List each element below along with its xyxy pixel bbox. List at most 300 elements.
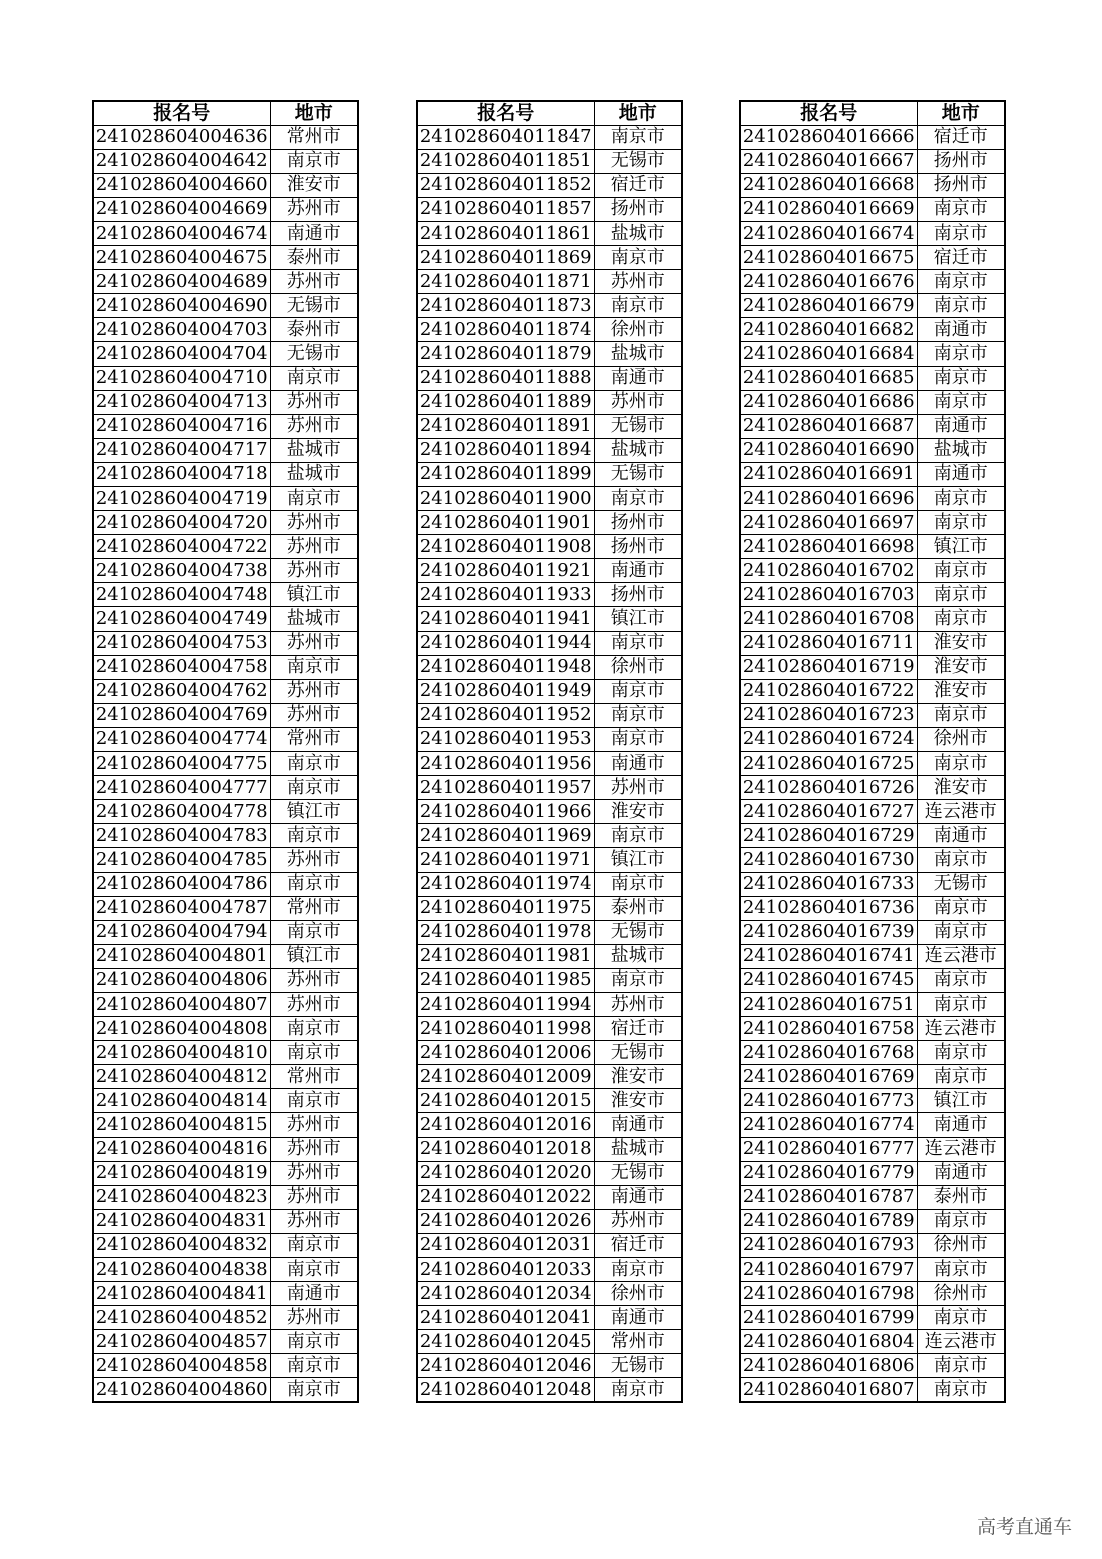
city-cell: 宿迁市	[594, 1233, 682, 1257]
table-row	[740, 896, 1005, 920]
city-cell: 扬州市	[594, 535, 682, 559]
registration-number-cell: 241028604016798	[740, 1282, 917, 1306]
table-row	[740, 1089, 1005, 1113]
city-cell: 泰州市	[270, 318, 358, 342]
city-cell: 苏州市	[594, 1209, 682, 1233]
registration-number-cell: 241028604012015	[417, 1089, 594, 1113]
registration-number-cell: 241028604004703	[93, 318, 270, 342]
registration-number-cell: 241028604004832	[93, 1233, 270, 1257]
registration-table-3	[739, 100, 1006, 1403]
registration-number-cell: 241028604011985	[417, 968, 594, 992]
city-cell: 常州市	[270, 896, 358, 920]
table-row	[93, 992, 358, 1016]
city-cell: 宿迁市	[594, 1017, 682, 1041]
city-cell: 苏州市	[270, 679, 358, 703]
table-row	[93, 703, 358, 727]
registration-number-cell: 241028604004816	[93, 1137, 270, 1161]
col-header-city: 地市	[270, 101, 358, 125]
registration-number-cell: 241028604011998	[417, 1017, 594, 1041]
table-row	[93, 1089, 358, 1113]
registration-number-cell: 241028604016668	[740, 173, 917, 197]
registration-number-cell: 241028604011944	[417, 631, 594, 655]
table-row	[417, 1306, 682, 1330]
city-cell: 淮安市	[594, 1089, 682, 1113]
table-row	[93, 800, 358, 824]
city-cell: 徐州市	[594, 318, 682, 342]
registration-number-cell: 241028604004785	[93, 848, 270, 872]
city-cell: 盐城市	[270, 462, 358, 486]
table-row	[740, 462, 1005, 486]
registration-number-cell: 241028604016729	[740, 824, 917, 848]
city-cell: 南京市	[917, 703, 1005, 727]
table-row	[93, 655, 358, 679]
registration-number-cell: 241028604004831	[93, 1209, 270, 1233]
registration-number-cell: 241028604016727	[740, 800, 917, 824]
registration-number-cell: 241028604016726	[740, 776, 917, 800]
table-row	[93, 125, 358, 149]
registration-number-cell: 241028604004783	[93, 824, 270, 848]
table-row	[740, 631, 1005, 655]
registration-number-cell: 241028604016769	[740, 1065, 917, 1089]
table-row	[417, 487, 682, 511]
registration-number-cell: 241028604004823	[93, 1185, 270, 1209]
table-row	[93, 631, 358, 655]
registration-number-cell: 241028604016719	[740, 655, 917, 679]
city-cell: 盐城市	[270, 438, 358, 462]
table-header-row	[740, 101, 1005, 125]
city-cell: 无锡市	[594, 149, 682, 173]
city-cell: 南京市	[270, 1041, 358, 1065]
table-row	[417, 270, 682, 294]
registration-number-cell: 241028604011949	[417, 679, 594, 703]
registration-number-cell: 241028604016758	[740, 1017, 917, 1041]
table-row	[417, 679, 682, 703]
registration-number-cell: 241028604016691	[740, 462, 917, 486]
table-row	[93, 1137, 358, 1161]
table-row	[93, 318, 358, 342]
registration-number-cell: 241028604016797	[740, 1258, 917, 1282]
table-row	[417, 246, 682, 270]
city-cell: 南京市	[594, 703, 682, 727]
registration-number-cell: 241028604004778	[93, 800, 270, 824]
city-cell: 南通市	[917, 414, 1005, 438]
city-cell: 苏州市	[270, 511, 358, 535]
registration-table-2	[416, 100, 683, 1403]
table-row	[417, 968, 682, 992]
table-row	[417, 1258, 682, 1282]
city-cell: 淮安市	[917, 776, 1005, 800]
registration-number-cell: 241028604016676	[740, 270, 917, 294]
registration-table-1	[92, 100, 359, 1403]
registration-number-cell: 241028604012022	[417, 1185, 594, 1209]
registration-number-cell: 241028604012046	[417, 1354, 594, 1378]
city-cell: 南京市	[270, 824, 358, 848]
registration-number-cell: 241028604012020	[417, 1161, 594, 1185]
city-cell: 徐州市	[594, 655, 682, 679]
city-cell: 扬州市	[917, 149, 1005, 173]
registration-number-cell: 241028604011971	[417, 848, 594, 872]
registration-number-cell: 241028604011908	[417, 535, 594, 559]
registration-number-cell: 241028604004777	[93, 776, 270, 800]
registration-number-cell: 241028604004814	[93, 1089, 270, 1113]
table-row	[417, 607, 682, 631]
city-cell: 扬州市	[917, 173, 1005, 197]
footer-watermark-text: 高考直通车	[976, 1516, 1072, 1538]
table-row	[740, 1065, 1005, 1089]
registration-number-cell: 241028604016687	[740, 414, 917, 438]
table-row	[93, 776, 358, 800]
table-row	[93, 366, 358, 390]
registration-number-cell: 241028604004852	[93, 1306, 270, 1330]
city-cell: 南通市	[594, 1113, 682, 1137]
registration-number-cell: 241028604016799	[740, 1306, 917, 1330]
table-row	[93, 944, 358, 968]
city-cell: 南京市	[917, 920, 1005, 944]
table-row	[93, 197, 358, 221]
registration-number-cell: 241028604004660	[93, 173, 270, 197]
table-row	[93, 824, 358, 848]
city-cell: 徐州市	[917, 1233, 1005, 1257]
table-row	[740, 1354, 1005, 1378]
registration-number-cell: 241028604012009	[417, 1065, 594, 1089]
registration-number-cell: 241028604004794	[93, 920, 270, 944]
city-cell: 苏州市	[270, 992, 358, 1016]
table-row	[740, 173, 1005, 197]
table-row	[740, 197, 1005, 221]
registration-number-cell: 241028604004858	[93, 1354, 270, 1378]
registration-number-cell: 241028604012026	[417, 1209, 594, 1233]
city-cell: 镇江市	[594, 607, 682, 631]
city-cell: 苏州市	[594, 992, 682, 1016]
city-cell: 无锡市	[594, 920, 682, 944]
table-row	[93, 1065, 358, 1089]
registration-number-cell: 241028604016685	[740, 366, 917, 390]
table-row	[93, 1354, 358, 1378]
city-cell: 镇江市	[917, 1089, 1005, 1113]
registration-number-cell: 241028604011901	[417, 511, 594, 535]
table-row	[740, 992, 1005, 1016]
table-row	[93, 1330, 358, 1354]
city-cell: 苏州市	[270, 414, 358, 438]
registration-number-cell: 241028604016703	[740, 583, 917, 607]
city-cell: 无锡市	[594, 414, 682, 438]
registration-number-cell: 241028604016723	[740, 703, 917, 727]
city-cell: 南京市	[270, 1330, 358, 1354]
table-row	[417, 631, 682, 655]
registration-number-cell: 241028604011879	[417, 342, 594, 366]
registration-number-cell: 241028604016807	[740, 1378, 917, 1402]
registration-number-cell: 241028604016711	[740, 631, 917, 655]
registration-number-cell: 241028604016787	[740, 1185, 917, 1209]
table-row	[417, 1137, 682, 1161]
table-row	[740, 583, 1005, 607]
table-row	[740, 294, 1005, 318]
registration-number-cell: 241028604016702	[740, 559, 917, 583]
table-row	[740, 1330, 1005, 1354]
table-row	[740, 1378, 1005, 1402]
city-cell: 南通市	[270, 1282, 358, 1306]
table-row	[93, 173, 358, 197]
table-row	[93, 1209, 358, 1233]
registration-number-cell: 241028604004769	[93, 703, 270, 727]
city-cell: 盐城市	[270, 607, 358, 631]
table-row	[417, 414, 682, 438]
table-row	[417, 824, 682, 848]
table-row	[93, 149, 358, 173]
city-cell: 宿迁市	[917, 125, 1005, 149]
table-row	[417, 992, 682, 1016]
table-row	[417, 342, 682, 366]
city-cell: 无锡市	[594, 1161, 682, 1185]
table-row	[93, 848, 358, 872]
city-cell: 苏州市	[270, 1185, 358, 1209]
city-cell: 南京市	[270, 872, 358, 896]
table-row	[740, 1306, 1005, 1330]
table-row	[740, 318, 1005, 342]
table-row	[740, 800, 1005, 824]
city-cell: 常州市	[270, 1065, 358, 1089]
table-row	[740, 559, 1005, 583]
table-row	[740, 125, 1005, 149]
table-row	[417, 944, 682, 968]
registration-number-cell: 241028604004815	[93, 1113, 270, 1137]
registration-number-cell: 241028604016789	[740, 1209, 917, 1233]
city-cell: 无锡市	[594, 1354, 682, 1378]
registration-number-cell: 241028604004704	[93, 342, 270, 366]
city-cell: 连云港市	[917, 944, 1005, 968]
city-cell: 南京市	[270, 366, 358, 390]
registration-number-cell: 241028604011957	[417, 776, 594, 800]
registration-number-cell: 241028604011953	[417, 727, 594, 751]
city-cell: 徐州市	[594, 1282, 682, 1306]
city-cell: 南京市	[270, 1258, 358, 1282]
table-row	[417, 221, 682, 245]
city-cell: 南京市	[270, 149, 358, 173]
city-cell: 淮安市	[917, 679, 1005, 703]
table-row	[417, 655, 682, 679]
city-cell: 连云港市	[917, 1137, 1005, 1161]
registration-number-cell: 241028604011900	[417, 487, 594, 511]
city-cell: 苏州市	[270, 1113, 358, 1137]
city-cell: 淮安市	[917, 631, 1005, 655]
registration-number-cell: 241028604004738	[93, 559, 270, 583]
registration-number-cell: 241028604016697	[740, 511, 917, 535]
table-row	[740, 511, 1005, 535]
registration-number-cell: 241028604012048	[417, 1378, 594, 1402]
city-cell: 南京市	[594, 125, 682, 149]
city-cell: 泰州市	[594, 896, 682, 920]
registration-number-cell: 241028604016741	[740, 944, 917, 968]
registration-number-cell: 241028604004786	[93, 872, 270, 896]
registration-number-cell: 241028604016724	[740, 727, 917, 751]
registration-number-cell: 241028604011948	[417, 655, 594, 679]
table-row	[417, 149, 682, 173]
registration-number-cell: 241028604016708	[740, 607, 917, 631]
table-row	[93, 727, 358, 751]
city-cell: 无锡市	[270, 342, 358, 366]
table-row	[740, 944, 1005, 968]
city-cell: 南京市	[917, 487, 1005, 511]
registration-number-cell: 241028604011874	[417, 318, 594, 342]
registration-number-cell: 241028604004774	[93, 727, 270, 751]
registration-number-cell: 241028604012045	[417, 1330, 594, 1354]
registration-number-cell: 241028604011888	[417, 366, 594, 390]
registration-number-cell: 241028604016669	[740, 197, 917, 221]
registration-number-cell: 241028604004719	[93, 487, 270, 511]
table-row	[740, 149, 1005, 173]
registration-number-cell: 241028604004787	[93, 896, 270, 920]
table-row	[93, 246, 358, 270]
city-cell: 无锡市	[270, 294, 358, 318]
table-row	[740, 342, 1005, 366]
city-cell: 苏州市	[270, 1209, 358, 1233]
registration-number-cell: 241028604016722	[740, 679, 917, 703]
registration-number-cell: 241028604004713	[93, 390, 270, 414]
city-cell: 南京市	[594, 1258, 682, 1282]
registration-number-cell: 241028604004669	[93, 197, 270, 221]
city-cell: 南京市	[917, 270, 1005, 294]
table-row	[417, 703, 682, 727]
col-header-city: 地市	[594, 101, 682, 125]
city-cell: 南京市	[917, 1209, 1005, 1233]
registration-number-cell: 241028604011921	[417, 559, 594, 583]
registration-number-cell: 241028604004710	[93, 366, 270, 390]
registration-number-cell: 241028604016675	[740, 246, 917, 270]
registration-number-cell: 241028604004722	[93, 535, 270, 559]
table-row	[740, 1017, 1005, 1041]
city-cell: 南京市	[917, 992, 1005, 1016]
table-row	[93, 1306, 358, 1330]
table-row	[740, 824, 1005, 848]
table-row	[740, 366, 1005, 390]
table-row	[417, 752, 682, 776]
city-cell: 南京市	[917, 294, 1005, 318]
table-row	[93, 1233, 358, 1257]
registration-number-cell: 241028604004806	[93, 968, 270, 992]
registration-number-cell: 241028604004636	[93, 125, 270, 149]
registration-number-cell: 241028604004718	[93, 462, 270, 486]
city-cell: 南京市	[917, 896, 1005, 920]
table-row	[740, 607, 1005, 631]
registration-number-cell: 241028604004838	[93, 1258, 270, 1282]
registration-number-cell: 241028604016773	[740, 1089, 917, 1113]
registration-number-cell: 241028604004758	[93, 655, 270, 679]
table-row	[93, 487, 358, 511]
registration-number-cell: 241028604016690	[740, 438, 917, 462]
city-cell: 无锡市	[594, 1041, 682, 1065]
table-row	[417, 511, 682, 535]
table-row	[417, 1282, 682, 1306]
table-row	[93, 390, 358, 414]
registration-number-cell: 241028604012031	[417, 1233, 594, 1257]
city-cell: 南京市	[270, 655, 358, 679]
registration-number-cell: 241028604016806	[740, 1354, 917, 1378]
city-cell: 南京市	[917, 197, 1005, 221]
registration-number-cell: 241028604004717	[93, 438, 270, 462]
city-cell: 南京市	[917, 848, 1005, 872]
city-cell: 盐城市	[594, 438, 682, 462]
registration-number-cell: 241028604016686	[740, 390, 917, 414]
registration-number-cell: 241028604016667	[740, 149, 917, 173]
table-row	[417, 583, 682, 607]
city-cell: 苏州市	[594, 270, 682, 294]
table-row	[93, 1258, 358, 1282]
city-cell: 泰州市	[270, 246, 358, 270]
table-row	[740, 752, 1005, 776]
registration-number-cell: 241028604012006	[417, 1041, 594, 1065]
registration-number-cell: 241028604011847	[417, 125, 594, 149]
table-row	[417, 1065, 682, 1089]
city-cell: 盐城市	[594, 342, 682, 366]
registration-number-cell: 241028604016793	[740, 1233, 917, 1257]
registration-number-cell: 241028604004675	[93, 246, 270, 270]
table-row	[93, 511, 358, 535]
city-cell: 盐城市	[594, 221, 682, 245]
city-cell: 苏州市	[270, 968, 358, 992]
city-cell: 南京市	[594, 631, 682, 655]
city-cell: 无锡市	[594, 462, 682, 486]
registration-number-cell: 241028604011981	[417, 944, 594, 968]
table-row	[417, 1041, 682, 1065]
table-row	[93, 752, 358, 776]
city-cell: 南京市	[917, 221, 1005, 245]
city-cell: 苏州市	[270, 535, 358, 559]
city-cell: 南京市	[594, 872, 682, 896]
table-row	[93, 1282, 358, 1306]
registration-number-cell: 241028604011889	[417, 390, 594, 414]
registration-number-cell: 241028604004819	[93, 1161, 270, 1185]
table-row	[93, 414, 358, 438]
table-row	[417, 800, 682, 824]
city-cell: 扬州市	[594, 583, 682, 607]
table-row	[417, 920, 682, 944]
registration-number-cell: 241028604011966	[417, 800, 594, 824]
table-row	[417, 1161, 682, 1185]
city-cell: 苏州市	[270, 703, 358, 727]
table-row	[417, 776, 682, 800]
city-cell: 徐州市	[917, 727, 1005, 751]
table-row	[417, 848, 682, 872]
city-cell: 南京市	[917, 968, 1005, 992]
registration-number-cell: 241028604016777	[740, 1137, 917, 1161]
city-cell: 苏州市	[270, 631, 358, 655]
table-row	[740, 246, 1005, 270]
city-cell: 南京市	[917, 583, 1005, 607]
registration-number-cell: 241028604016679	[740, 294, 917, 318]
city-cell: 南通市	[594, 752, 682, 776]
city-cell: 南京市	[270, 752, 358, 776]
table-row	[417, 1113, 682, 1137]
registration-number-cell: 241028604011857	[417, 197, 594, 221]
table-row	[740, 1258, 1005, 1282]
city-cell: 南京市	[917, 511, 1005, 535]
city-cell: 南通市	[917, 1161, 1005, 1185]
city-cell: 南京市	[917, 1041, 1005, 1065]
city-cell: 南京市	[594, 679, 682, 703]
city-cell: 连云港市	[917, 1017, 1005, 1041]
table-row	[740, 438, 1005, 462]
registration-number-cell: 241028604011941	[417, 607, 594, 631]
registration-number-cell: 241028604004801	[93, 944, 270, 968]
city-cell: 苏州市	[270, 197, 358, 221]
col-header-id: 报名号	[740, 101, 917, 125]
city-cell: 镇江市	[917, 535, 1005, 559]
table-row	[740, 1185, 1005, 1209]
table-row	[417, 896, 682, 920]
city-cell: 南京市	[917, 1354, 1005, 1378]
city-cell: 南京市	[594, 246, 682, 270]
city-cell: 淮安市	[270, 173, 358, 197]
